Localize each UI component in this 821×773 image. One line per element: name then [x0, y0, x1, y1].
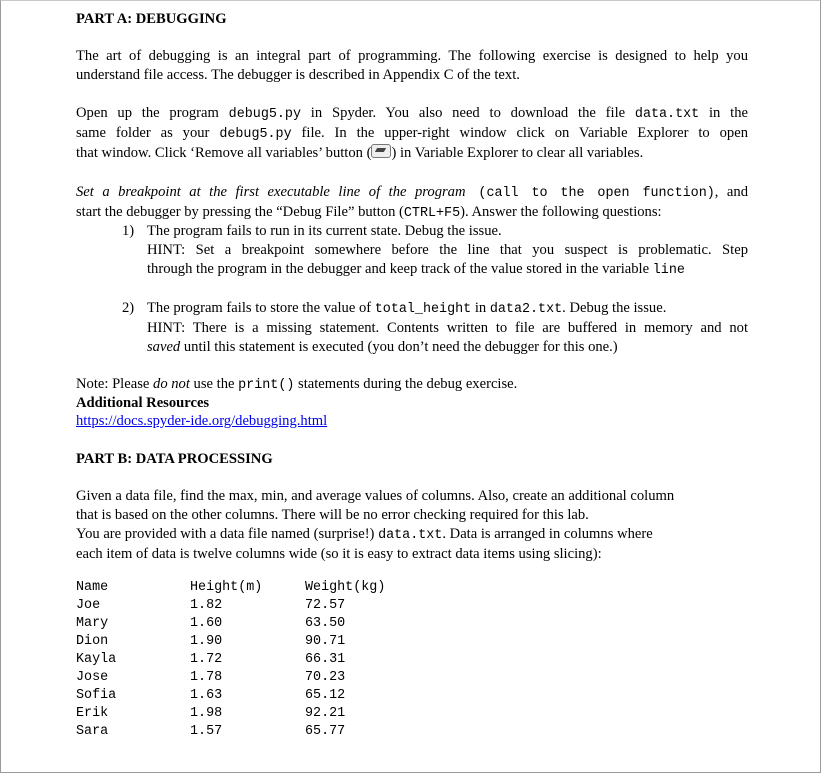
eraser-icon	[371, 144, 391, 158]
text: file. In the upper-right window click on Variable Explorer to open	[291, 125, 748, 141]
table-cell: Kayla	[76, 652, 117, 667]
part-b-line-3	[76, 525, 748, 545]
text: saved	[147, 339, 181, 355]
text: start the debugger by pressing the “Debug File” button (	[76, 204, 404, 220]
open-paragraph	[76, 104, 748, 163]
breakpoint-paragraph	[76, 183, 748, 223]
table-header-weight: Weight(kg)	[305, 580, 386, 595]
table-cell: 70.23	[305, 670, 346, 685]
table-cell: Dion	[76, 634, 109, 649]
additional-resources-heading: Additional Resources	[76, 395, 210, 411]
name-column	[76, 579, 116, 741]
table-cell: 1.98	[190, 706, 223, 721]
table-cell: Jose	[76, 670, 109, 685]
open-line-2	[76, 124, 748, 144]
table-cell: 72.57	[305, 598, 346, 613]
table-cell: Erik	[76, 706, 109, 721]
text: ) in Variable Explorer to clear all variables.	[391, 145, 644, 161]
text: Open up the program	[76, 105, 229, 121]
text: The program fails to store the value of	[147, 300, 375, 316]
height-column	[190, 579, 262, 741]
table-cell: 66.31	[305, 652, 346, 667]
code-debug5: debug5.py	[219, 127, 292, 142]
spyder-debugging-link-text[interactable]: https://docs.spyder-ide.org/debugging.html	[76, 413, 328, 429]
open-line-3	[76, 144, 748, 163]
table-cell: Sofia	[76, 688, 117, 703]
text: , and	[714, 184, 749, 200]
table-cell: 1.82	[190, 598, 223, 613]
text: in the	[699, 105, 748, 121]
text: in	[471, 300, 490, 316]
spyder-debugging-link[interactable]	[76, 412, 327, 431]
table-cell: 1.60	[190, 616, 223, 631]
table-cell: 1.57	[190, 724, 223, 739]
weight-column	[305, 579, 385, 741]
table-cell: Sara	[76, 724, 109, 739]
part-b-line-1: Given a data file, find the max, min, and average values of columns. Also, create an additional column	[76, 488, 675, 504]
table-cell: 1.78	[190, 670, 223, 685]
breakpoint-line-2	[76, 203, 748, 223]
text: use the	[189, 376, 239, 392]
code-data-txt: data.txt	[634, 107, 700, 122]
table-header-name: Name	[76, 580, 109, 595]
table-cell: 63.50	[305, 616, 346, 631]
text: Note: Please	[76, 376, 154, 392]
table-cell: 1.90	[190, 634, 223, 649]
code-print: print()	[238, 378, 295, 393]
code-ctrl-f5: CTRL+F5	[403, 206, 461, 221]
text: that window. Click ‘Remove all variables’ button (	[76, 145, 372, 161]
text: same folder as your	[76, 125, 220, 141]
table-cell: 92.21	[305, 706, 346, 721]
part-b-line-2: that is based on the other columns. There will be no error checking required for this lab.	[76, 507, 589, 523]
question-1	[147, 222, 748, 280]
table-cell: Joe	[76, 598, 101, 613]
question-1-hint-1: HINT: Set a breakpoint somewhere before the line that you suspect is problematic. Step	[147, 242, 748, 258]
code-call-open: (call to the open function)	[465, 186, 715, 201]
text: . Debug the issue.	[562, 300, 667, 316]
text: statements during the debug exercise.	[294, 376, 518, 392]
open-line-1	[76, 104, 748, 124]
text: Set a breakpoint at the first executable line of the program	[76, 184, 466, 200]
question-1-number: 1)	[122, 223, 135, 239]
code-data2-txt: data2.txt	[489, 302, 563, 317]
question-2-number: 2)	[122, 300, 135, 316]
intro-paragraph	[76, 47, 748, 85]
table-cell: 1.72	[190, 652, 223, 667]
question-2	[147, 299, 748, 357]
text: . Data is arranged in columns where	[442, 526, 653, 542]
text: You are provided with a data file named (surprise!)	[76, 526, 379, 542]
intro-line-1: The art of debugging is an integral part of programming. The following exercise is designed to help you	[76, 48, 748, 64]
note-line	[76, 375, 517, 395]
part-b-heading: PART B: DATA PROCESSING	[76, 451, 273, 467]
table-cell: 90.71	[305, 634, 346, 649]
part-b-paragraph	[76, 487, 748, 564]
text: ). Answer the following questions:	[460, 204, 662, 220]
text: through the program in the debugger and keep track of the value stored in the variable	[147, 261, 653, 277]
intro-line-2: understand file access. The debugger is described in Appendix C of the text.	[76, 67, 520, 83]
text: in Spyder. You also need to download the file	[301, 105, 635, 121]
code-debug5: debug5.py	[228, 107, 301, 122]
question-2-hint-2	[147, 338, 748, 357]
table-cell: Mary	[76, 616, 109, 631]
code-total-height: total_height	[374, 302, 472, 317]
table-cell: 65.77	[305, 724, 346, 739]
question-2-text	[147, 299, 748, 319]
question-1-hint-2	[147, 260, 748, 280]
question-1-text: The program fails to run in its current state. Debug the issue.	[147, 223, 502, 239]
table-header-height: Height(m)	[190, 580, 263, 595]
table-cell: 65.12	[305, 688, 346, 703]
question-2-hint-1: HINT: There is a missing statement. Contents written to file are buffered in memory and not	[147, 320, 748, 336]
table-cell: 1.63	[190, 688, 223, 703]
text: until this statement is executed (you don’t need the debugger for this one.)	[180, 339, 618, 355]
code-line: line	[652, 263, 685, 278]
text: do not	[153, 376, 190, 392]
part-a-heading: PART A: DEBUGGING	[76, 11, 227, 27]
breakpoint-line-1	[76, 183, 748, 203]
code-data-txt: data.txt	[378, 528, 443, 543]
part-b-line-4: each item of data is twelve columns wide (so it is easy to extract data items using slicing):	[76, 546, 602, 562]
